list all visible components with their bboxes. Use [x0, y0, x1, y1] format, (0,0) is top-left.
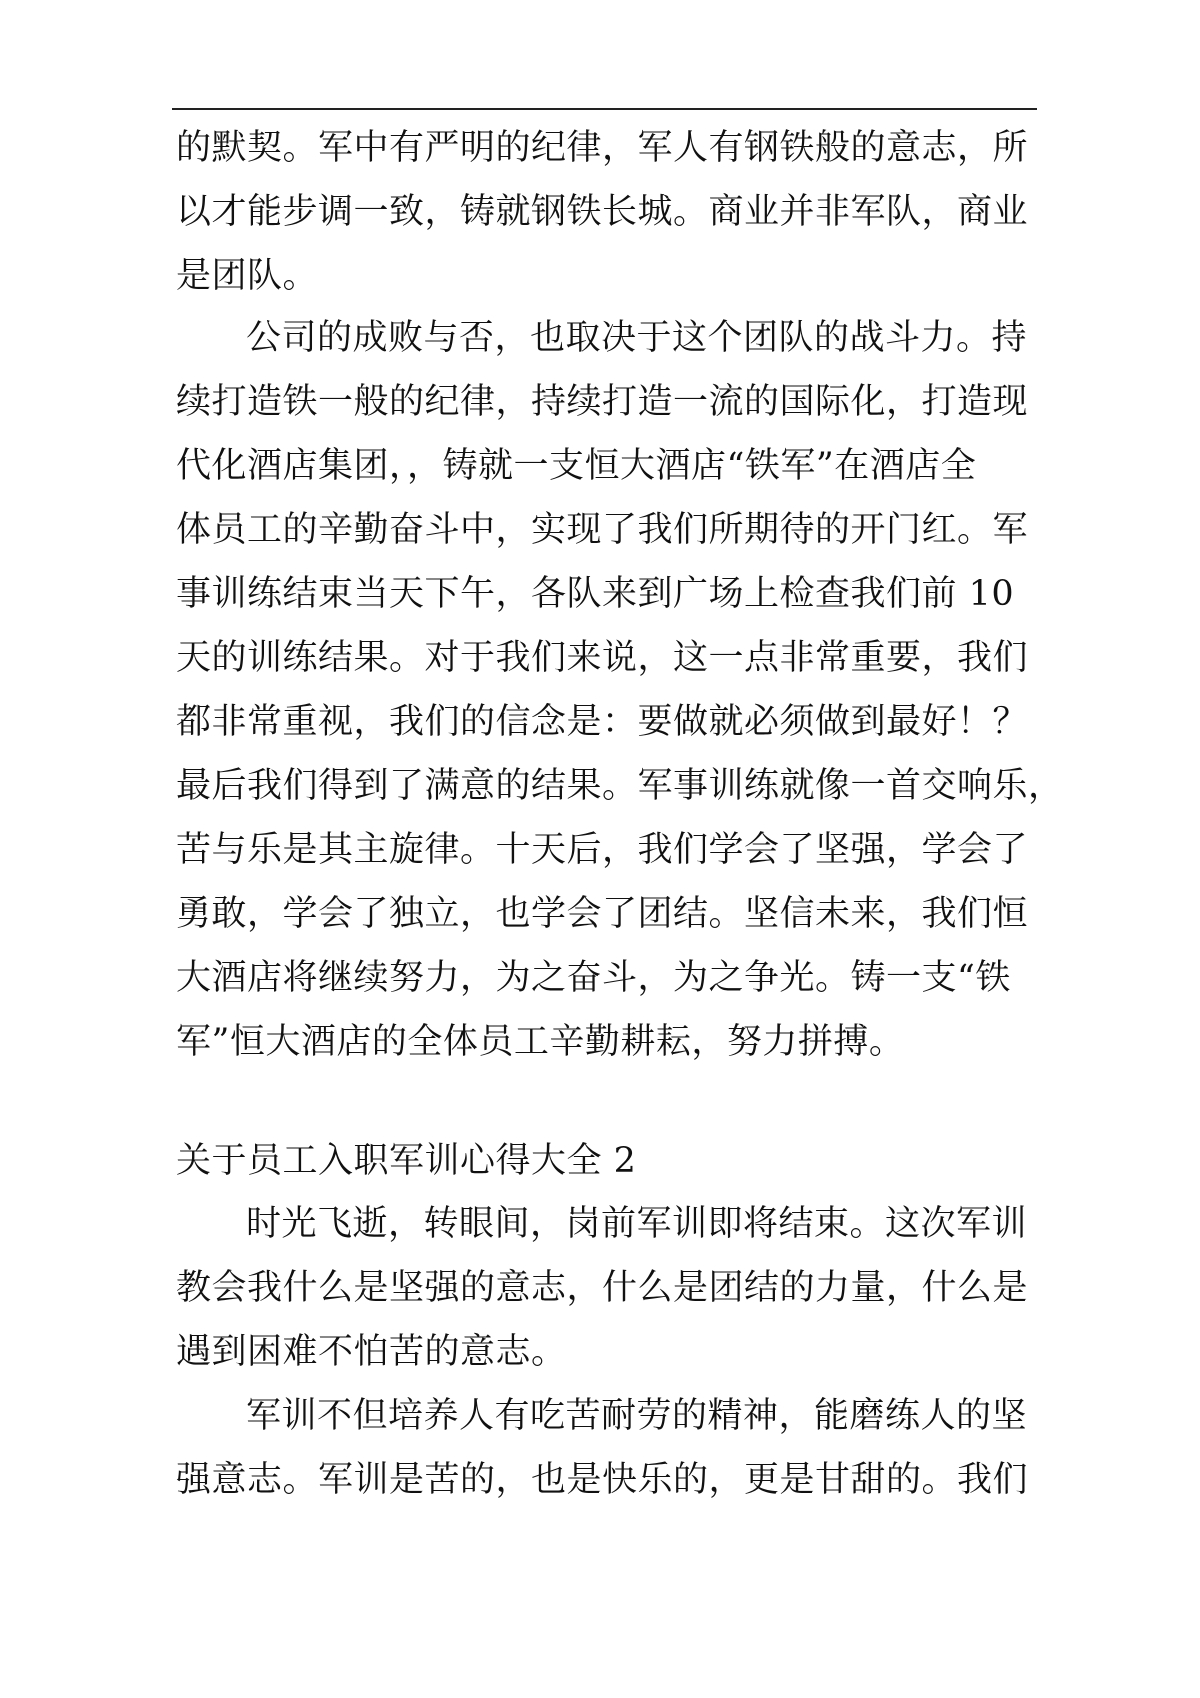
paragraph-line: 续打造铁一般的纪律，持续打造一流的国际化，打造现: [176, 382, 1029, 422]
paragraph-line: 是团队。: [176, 256, 319, 296]
header-rule: [172, 108, 1037, 110]
paragraph-line: 事训练结束当天下午，各队来到广场上检查我们前 10: [176, 574, 1015, 614]
paragraph-line: 遇到困难不怕苦的意志。: [176, 1332, 567, 1372]
paragraph-line: 以才能步调一致，铸就钢铁长城。商业并非军队，商业: [176, 192, 1029, 232]
paragraph-line: 教会我什么是坚强的意志，什么是团结的力量，什么是: [176, 1268, 1029, 1308]
paragraph-line: 强意志。军训是苦的，也是快乐的，更是甘甜的。我们: [176, 1460, 1029, 1500]
paragraph-line: 勇敢，学会了独立，也学会了团结。坚信未来，我们恒: [176, 894, 1029, 934]
paragraph-line: 大酒店将继续努力，为之奋斗，为之争光。铸一支“铁: [176, 958, 1011, 998]
paragraph-line: 代化酒店集团，，铸就一支恒大酒店“铁军”在酒店全: [176, 446, 977, 486]
paragraph-line: 的默契。军中有严明的纪律，军人有钢铁般的意志，所: [176, 128, 1029, 168]
paragraph-line: 都非常重视，我们的信念是：要做就必须做到最好！？: [176, 702, 1029, 742]
paragraph-line: 最后我们得到了满意的结果。军事训练就像一首交响乐，: [176, 766, 1064, 806]
paragraph-line: 公司的成败与否，也取决于这个团队的战斗力。持: [246, 318, 1028, 358]
paragraph-line: 天的训练结果。对于我们来说，这一点非常重要，我们: [176, 638, 1029, 678]
paragraph-line: 时光飞逝，转眼间，岗前军训即将结束。这次军训: [246, 1204, 1028, 1244]
paragraph-line: 军训不但培养人有吃苦耐劳的精神，能磨练人的坚: [246, 1396, 1028, 1436]
paragraph-line: 苦与乐是其主旋律。十天后，我们学会了坚强，学会了: [176, 830, 1029, 870]
paragraph-line: 体员工的辛勤奋斗中，实现了我们所期待的开门红。军: [176, 510, 1029, 550]
paragraph-line: 军”恒大酒店的全体员工辛勤耕耘，努力拼搏。: [176, 1022, 905, 1062]
section-title: 关于员工入职军训心得大全 2: [176, 1141, 637, 1181]
